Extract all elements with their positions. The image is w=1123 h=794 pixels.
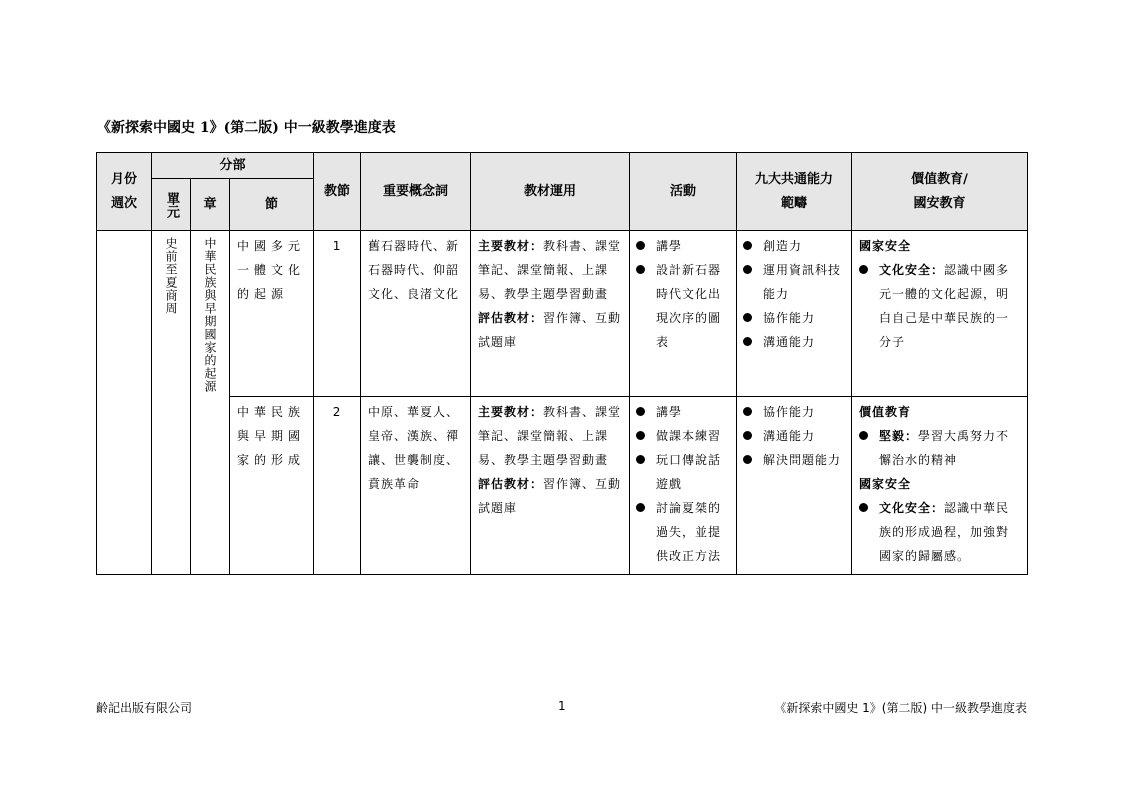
periods-cell: 2: [314, 397, 361, 575]
values-cell: [852, 231, 1028, 397]
concepts-cell: 中原、華夏人、皇帝、漢族、禪讓、世襲制度、賁族革命: [361, 397, 471, 575]
bullet-icon: [743, 407, 752, 416]
values-cell: [852, 397, 1028, 575]
bullet-icon: [636, 407, 645, 416]
list-item: 玩口傳說話遊戲: [636, 448, 732, 496]
table-row: [97, 231, 1028, 397]
competencies-cell: [737, 397, 852, 575]
list-item: 協作能力: [743, 400, 847, 424]
list-item: 做課本練習: [636, 424, 732, 448]
list-item: 文化安全：認識中華民族的形成過程，加強對國家的歸屬感。: [859, 496, 1021, 568]
unit-cell: 史前至夏商周: [152, 231, 191, 575]
value-heading: 國家安全: [859, 477, 912, 491]
competencies-cell: [737, 231, 852, 397]
bullet-icon: [743, 455, 752, 464]
concepts-cell: 舊石器時代、新石器時代、仰韶文化、良渚文化: [361, 231, 471, 397]
list-item: 運用資訊科技能力: [743, 258, 847, 306]
teaching-schedule-table: [96, 152, 1028, 575]
activities-cell: [630, 397, 737, 575]
list-item: 講學: [636, 400, 732, 424]
footer-document-name: 《新探索中國史 1》(第二版) 中一級教學進度表: [774, 701, 1027, 715]
bullet-icon: [636, 431, 645, 440]
list-item: 創造力: [743, 234, 847, 258]
header-month-week: 月份 週次: [97, 153, 152, 231]
list-item: 堅毅：學習大禹努力不懈治水的精神: [859, 424, 1021, 472]
bullet-icon: [743, 337, 752, 346]
bullet-icon: [636, 241, 645, 250]
bullet-icon: [859, 265, 868, 274]
chapter-cell: 中華民族與早期國家的起源: [191, 231, 230, 575]
list-item: 溝通能力: [743, 330, 847, 354]
bullet-icon: [859, 503, 868, 512]
bullet-icon: [743, 265, 752, 274]
table-row: [97, 397, 1028, 575]
list-item: 協作能力: [743, 306, 847, 330]
section-cell: 中國多元一體文化的起源: [230, 231, 314, 397]
header-chapter: 章: [191, 179, 230, 231]
list-item: 設計新石器時代文化出現次序的圖表: [636, 258, 732, 354]
periods-cell: 1: [314, 231, 361, 397]
header-division: 分部: [152, 153, 314, 179]
section-cell: 中華民族與早期國家的形成: [230, 397, 314, 575]
month-week-cell: [97, 231, 152, 575]
list-item: 講學: [636, 234, 732, 258]
bullet-icon: [859, 431, 868, 440]
value-heading: 價值教育: [859, 405, 912, 419]
bullet-icon: [743, 431, 752, 440]
header-concepts: 重要概念詞: [361, 153, 471, 231]
header-values: 價值教育/ 國安教育: [852, 153, 1028, 231]
bullet-icon: [636, 265, 645, 274]
value-heading: 國家安全: [859, 239, 912, 253]
activities-cell: [630, 231, 737, 397]
list-item: 討論夏桀的過失，並提供改正方法: [636, 496, 732, 568]
list-item: 解決問題能力: [743, 448, 847, 472]
header-competencies: 九大共通能力 範疇: [737, 153, 852, 231]
header-materials: 教材運用: [471, 153, 630, 231]
document-title: 《新探索中國史 1》(第二版) 中一級教學進度表: [97, 120, 396, 136]
materials-cell: 主要教材：教科書、課堂筆記、課堂簡報、上課易、教學主題學習動畫 評估教材：習作簿、互動試題庫: [471, 231, 630, 397]
bullet-icon: [743, 313, 752, 322]
materials-cell: 主要教材：教科書、課堂筆記、課堂簡報、上課易、教學主題學習動畫 評估教材：習作簿、互動試題庫: [471, 397, 630, 575]
list-item: 溝通能力: [743, 424, 847, 448]
header-periods: 教節: [314, 153, 361, 231]
header-activities: 活動: [630, 153, 737, 231]
bullet-icon: [743, 241, 752, 250]
bullet-icon: [636, 455, 645, 464]
header-section: 節: [230, 179, 314, 231]
bullet-icon: [636, 503, 645, 512]
footer-publisher: 齡記出版有限公司: [96, 701, 193, 715]
header-unit: 單元: [152, 179, 191, 231]
list-item: 文化安全：認識中國多元一體的文化起源，明白自己是中華民族的一分子: [859, 258, 1021, 354]
footer-page-number: 1: [558, 699, 566, 713]
